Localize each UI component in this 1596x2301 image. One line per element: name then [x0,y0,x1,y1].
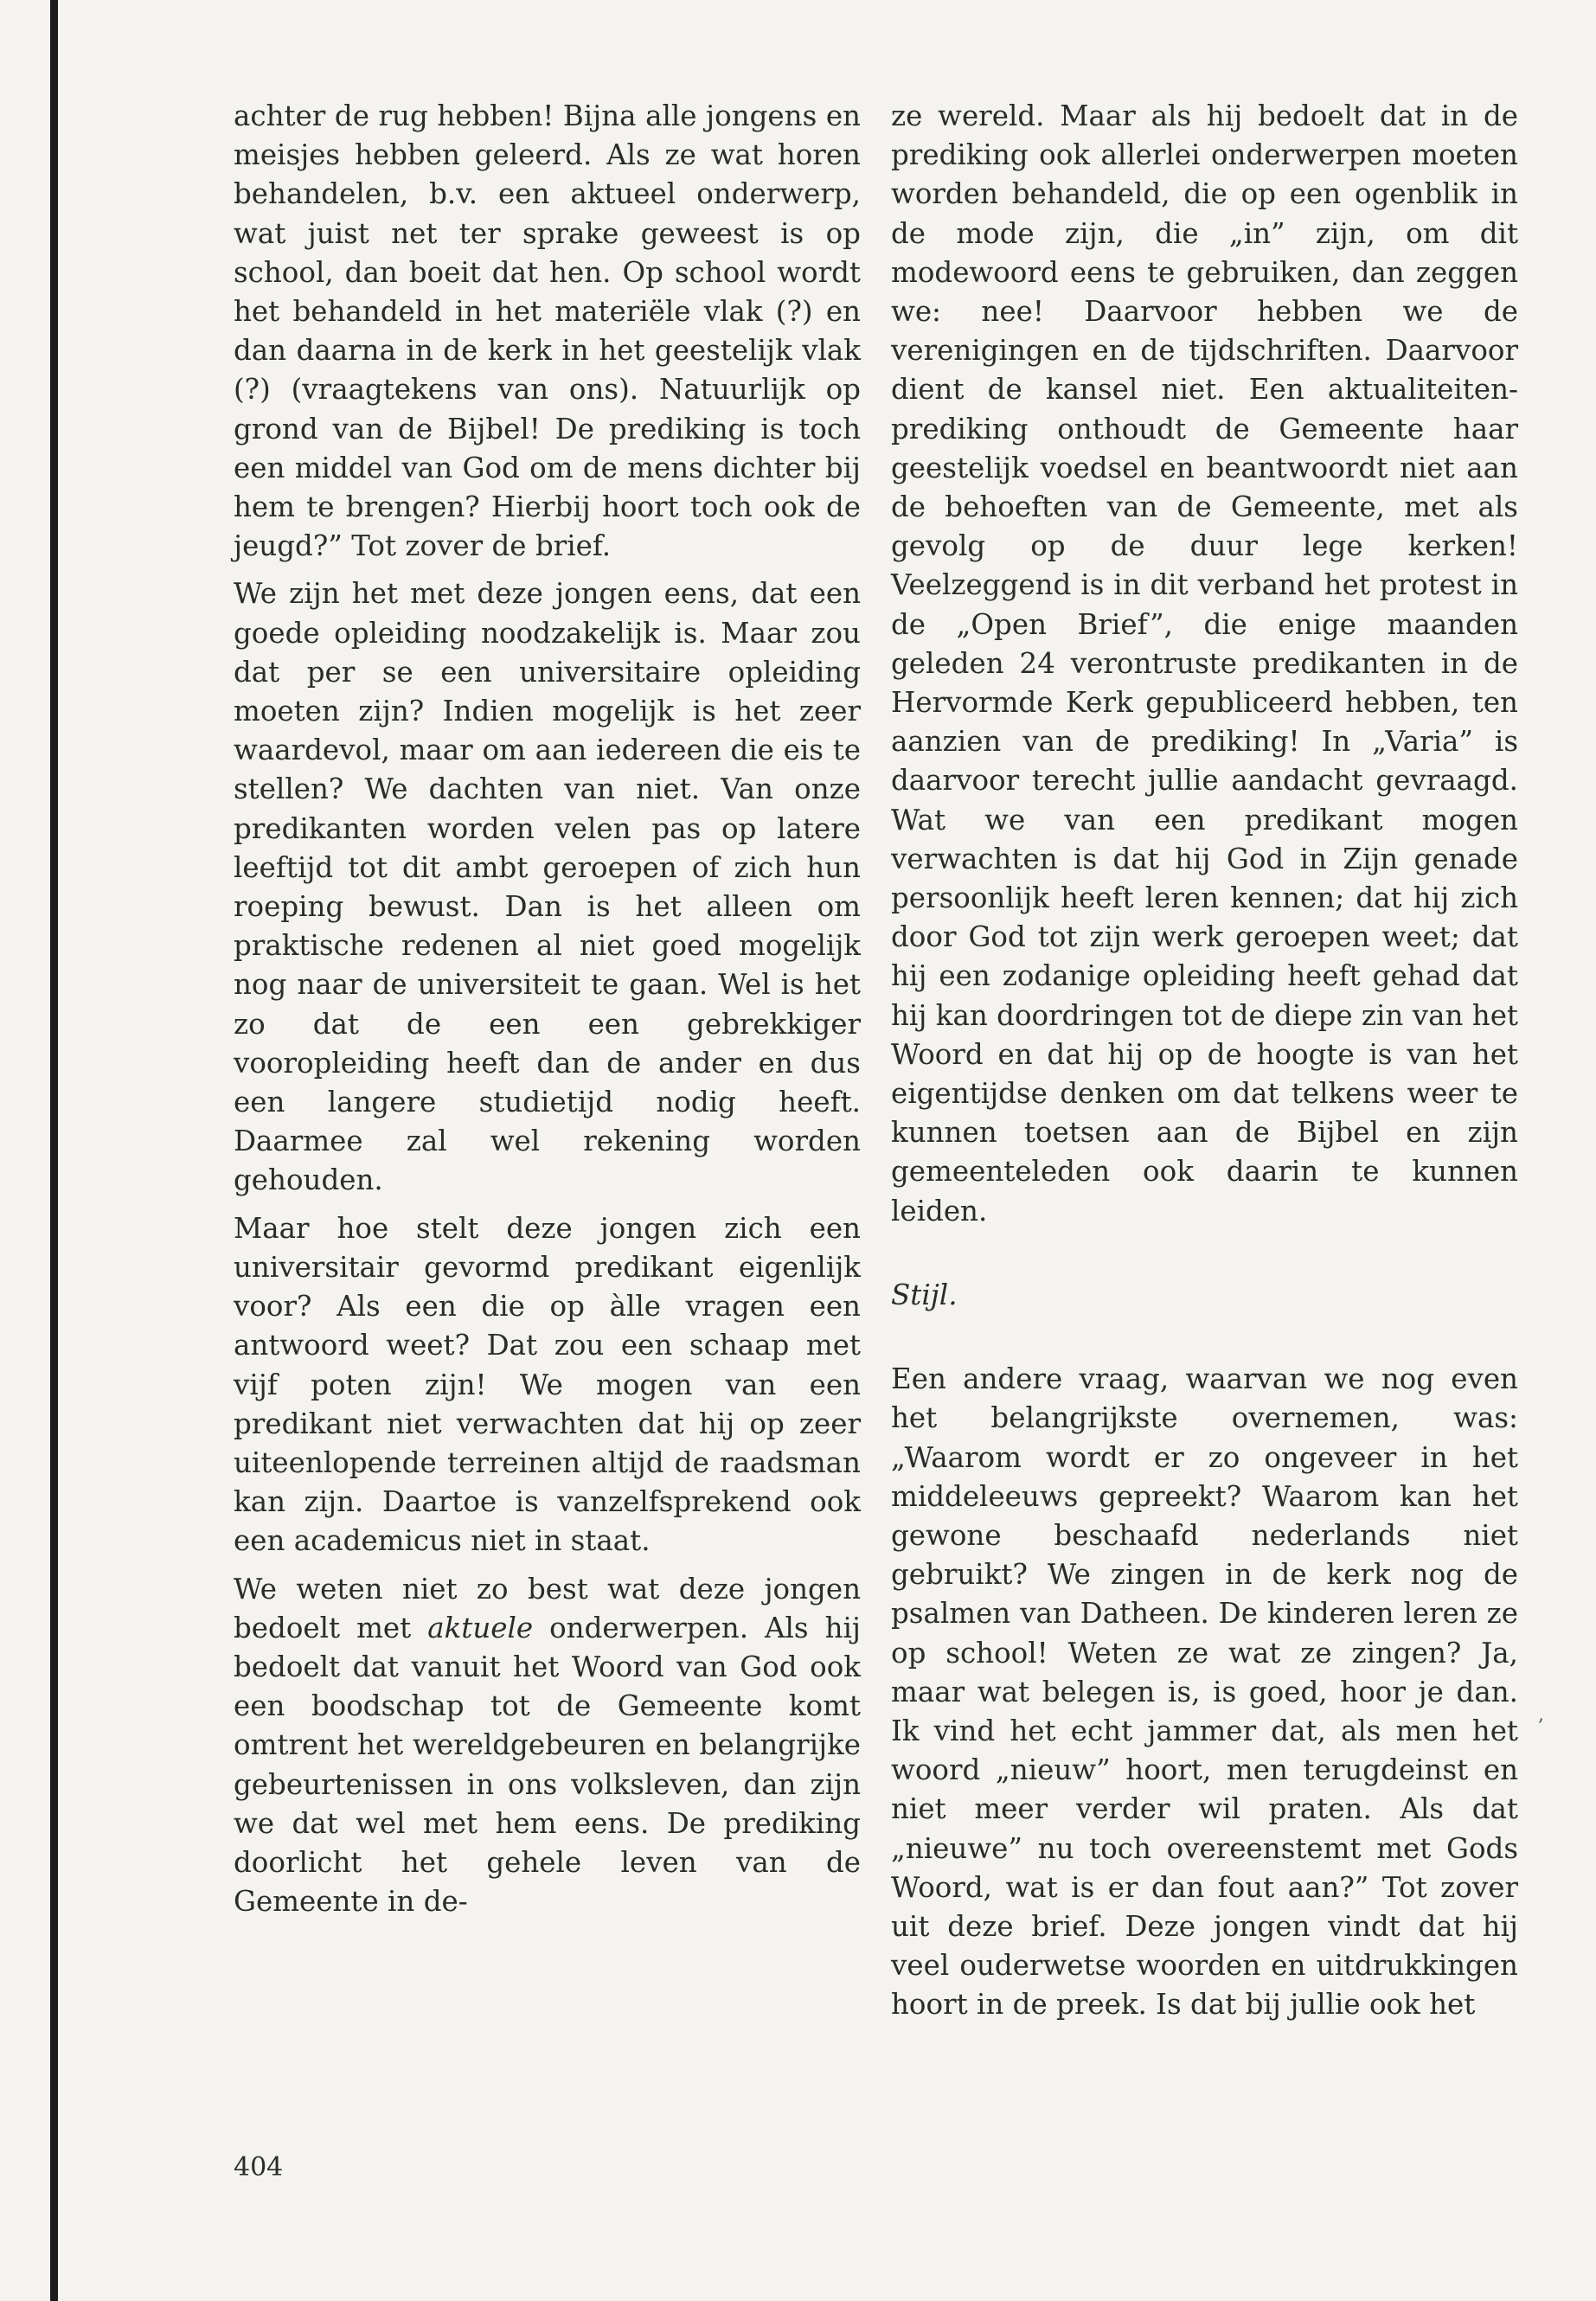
scan-edge-bar [50,0,58,2301]
left-paragraph-4 [234,1570,861,1922]
left-paragraph-3: Maar hoe stelt deze jongen zich een universitair gevormd predikant eigenlijk voor? Als een die op àlle vragen een antwoord weet? Dat zou een schaap met vijf poten zijn! We mogen van een predikant niet verwachten dat hij op zeer uiteenlopende terreinen altijd de raadsman kan zijn. Daartoe is vanzelfsprekend ook een academicus niet in staat. [234,1211,861,1558]
left-paragraph-2: We zijn het met deze jongen eens, dat een goede opleiding noodzakelijk is. Maar zou dat per se een universitaire opleiding moeten zijn? Indien mogelijk is het zeer waardevol, maar om aan iedereen die eis te stellen? We dachten van niet. Van onze predikanten worden velen pas op latere leeftijd tot dit ambt geroepen of zich hun roeping bewust. Dan is het alleen om praktische redenen al niet goed mogelijk nog naar de universiteit te gaan. Wel is het zo dat de een een gebrekkiger vooropleiding heeft dan de ander en dus een langere studietijd nodig heeft. Daarmee zal wel rekening worden gehouden. [234,577,861,1197]
margin-mark: , [1538,1704,1544,1726]
right-paragraph-2: Een andere vraag, waarvan we nog even het belangrijkste overnemen, was: „Waarom wordt er zo ongeveer in het middeleeuws gepreekt? Waarom kan het gewone beschaafd nederlands niet gebruikt? We zingen in de kerk nog de psalmen van Datheen. De kinderen leren ze op school! Weten ze wat ze zingen? Ja, maar wat belegen is, is goed, hoor je dan. Ik vind het echt jammer dat, als men het woord „nieuw” hoort, men terugdeinst en niet meer verder wil praten. Als dat „nieuwe” nu toch overeenstemt met Gods Woord, wat is er dan fout aan?” Tot zover uit deze brief. Deze jongen vindt dat hij veel ouderwetse woorden en uitdrukkingen hoort in de preek. Is dat bij jullie ook het [891,1362,1518,2022]
left-column [234,97,861,1930]
left-paragraph-4-start: We weten niet zo best wat deze jongen bedoelt met [234,1572,861,1644]
section-heading: Stijl. [891,1278,958,1311]
left-paragraph-1: achter de rug hebben! Bijna alle jongens en meisjes hebben geleerd. Als ze wat horen behandelen, b.v. een aktueel onderwerp, wat juist net ter sprake geweest is op school, dan boeit dat hen. Op school wordt het behandeld in het materiële vlak (?) en dan daarna in de kerk in het geestelijk vlak (?) (vraagtekens van ons). Natuurlijk op grond van de Bijbel! De prediking is toch een middel van God om de mens dichter bij hem te brengen? Hierbij hoort toch ook de jeugd?” Tot zover de brief. [234,99,861,563]
right-paragraph-1: ze wereld. Maar als hij bedoelt dat in de prediking ook allerlei onderwerpen moeten worden behandeld, die op een ogenblik in de mode zijn, die „in” zijn, om dit modewoord eens te gebruiken, dan zeggen we: nee! Daarvoor hebben we de verenigingen en de tijdschriften. Daarvoor dient de kansel niet. Een aktualiteiten-prediking onthoudt de Gemeente haar geestelijk voedsel en beantwoordt niet aan de behoeften van de Gemeente, met als gevolg op de duur lege kerken! Veelzeggend is in dit verband het protest in de „Open Brief”, die enige maanden geleden 24 verontruste predikanten in de Hervormde Kerk gepubliceerd hebben, ten aanzien van de prediking! In „Varia” is daarvoor terecht jullie aandacht gevraagd. Wat we van een predikant mogen verwachten is dat hij God in Zijn genade persoonlijk heeft leren kennen; dat hij zich door God tot zijn werk geroepen weet; dat hij een zodanige opleiding heeft gehad dat hij kan doordringen tot de diepe zin van het Woord en dat hij op de hoogte is van het eigentijdse denken om dat telkens weer te kunnen toetsen aan de Bijbel en zijn gemeenteleden ook daarin te kunnen leiden. [891,99,1518,1227]
page-number: 404 [234,2152,284,2182]
emphasized-word: aktuele [427,1611,534,1644]
right-column [891,97,1518,2034]
left-paragraph-4-end: onderwerpen. Als hij bedoelt dat vanuit het Woord van God ook een boodschap tot de Gemeente komt omtrent het wereldgebeuren en belangrijke gebeurtenissen in ons volksleven, dan zijn we dat wel met hem eens. De prediking doorlicht het gehele leven van de Gemeente in de- [234,1611,861,1919]
